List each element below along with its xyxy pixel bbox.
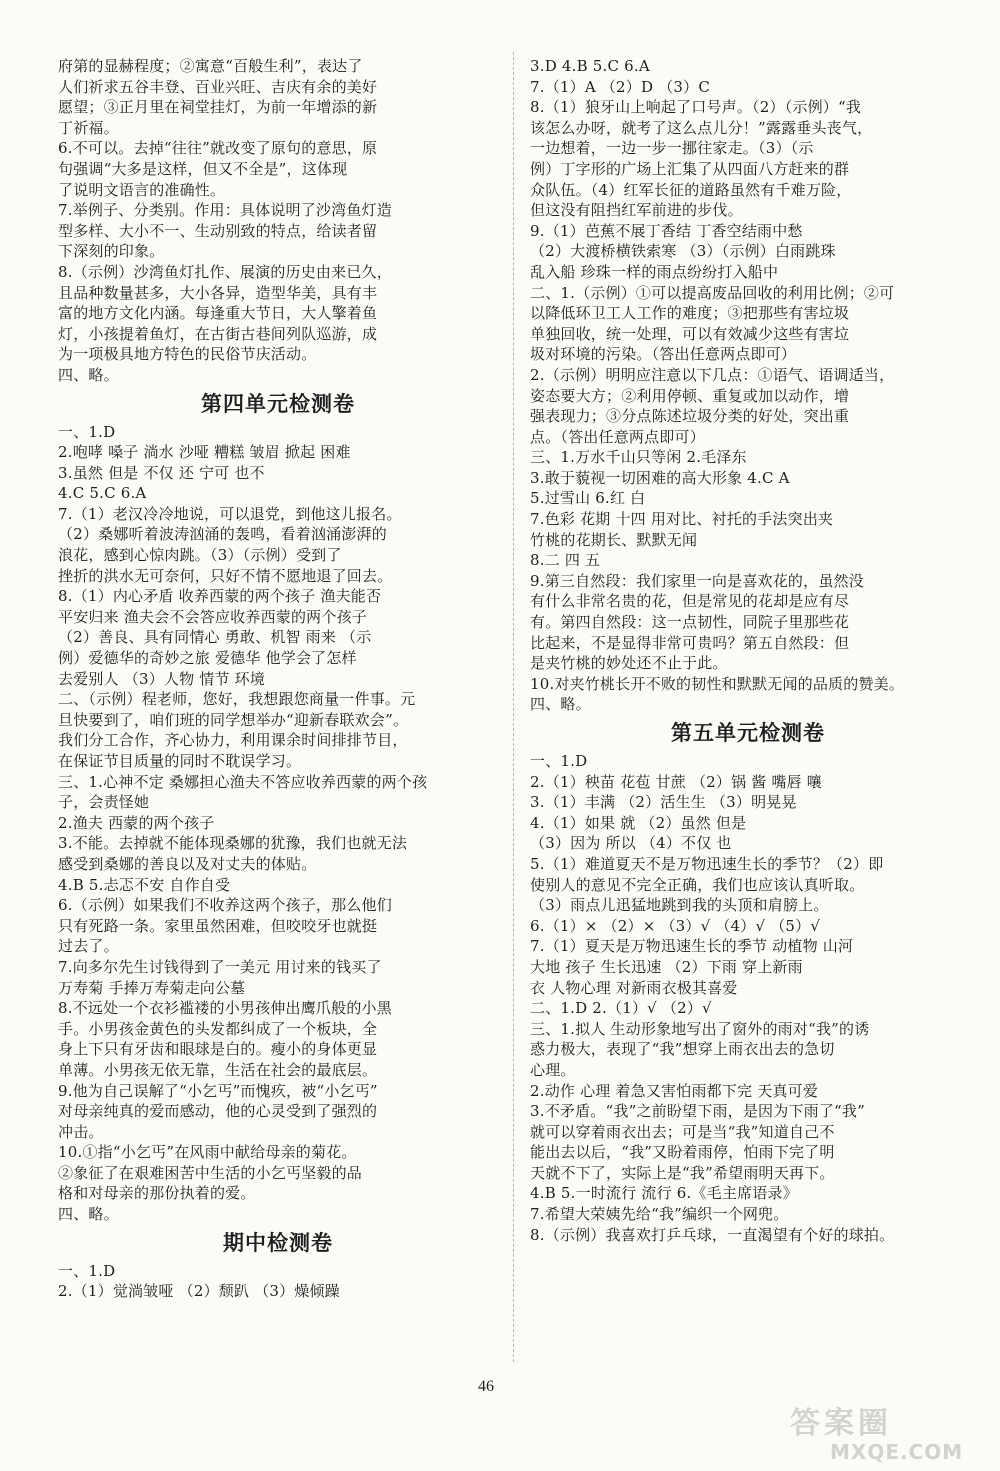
answer-line: 大地 孩子 生长迅速 （2）下雨 穿上新雨 bbox=[530, 957, 803, 976]
answer-line: 2.（1）觉淌皱哑 （2）颓趴 （3）燥倾躁 bbox=[58, 1282, 340, 1301]
answer-line: 6.（1）× （2）× （3）√ （4）√ （5）√ bbox=[530, 916, 821, 935]
answer-line: 灯，小孩提着鱼灯，在古街古巷间列队巡游，成 bbox=[58, 324, 378, 343]
answer-line: 8.二 四 五 bbox=[530, 551, 601, 570]
answer-line: 是夹竹桃的妙处还不止于此。 bbox=[530, 654, 728, 673]
answer-line: 该怎么办呀，就考了这么点儿分！”露露垂头丧气， bbox=[530, 118, 873, 137]
answer-line: 富的地方文化内涵。每逢重大节日，大人擎着鱼 bbox=[58, 304, 378, 323]
answer-line: 7.举例子、分类别。作用：具体说明了沙湾鱼灯造 bbox=[58, 201, 392, 220]
answer-line: 7.向多尔先生讨钱得到了一美元 用讨来的钱买了 bbox=[58, 957, 382, 976]
section-heading: 第四单元检测卷 bbox=[201, 391, 355, 416]
answer-line: 冲击。 bbox=[58, 1122, 104, 1141]
answer-line: 一、1.D bbox=[530, 752, 588, 770]
answer-line: 2.咆哮 嗓子 淌水 沙哑 糟糕 皱眉 掀起 困难 bbox=[58, 443, 351, 462]
answer-line: 衣 人物心理 对新雨衣极其喜爱 bbox=[530, 978, 738, 997]
answer-line: 3.敢于藐视一切困难的高大形象 4.C A bbox=[530, 468, 790, 487]
answer-line: 9.第三自然段：我们家里一向是喜欢花的，虽然没 bbox=[530, 571, 864, 590]
answer-line: 4.C 5.C 6.A bbox=[58, 484, 147, 503]
answer-line: 单薄。小男孩无依无靠，生活在社会的最底层。 bbox=[58, 1060, 378, 1079]
answer-line: 7.色彩 花期 十四 用对比、衬托的手法突出夹 bbox=[530, 510, 834, 529]
answer-line: 心理。 bbox=[530, 1060, 576, 1079]
answer-line: 9.他为自己误解了“小乞丐”而愧疚，被“小乞丐” bbox=[58, 1081, 378, 1100]
answer-line: 有。第四自然段：这一点韧性，同院子里那些花 bbox=[530, 613, 850, 632]
answer-line: 8.（示例）我喜欢打乒乓球，一直渴望有个好的球拍。 bbox=[530, 1225, 895, 1244]
answer-line: （3）雨点儿迅猛地跳到我的头顶和肩膀上。 bbox=[530, 896, 829, 915]
answer-line: 在保证节目质量的同时不耽误学习。 bbox=[58, 752, 302, 770]
answer-line: 浪花，感到心惊肉跳。（3）（示例）受到了 bbox=[58, 546, 342, 565]
answer-line: 3.（1）丰满 （2）活生生 （3）明晃晃 bbox=[530, 793, 797, 812]
answer-line: 我们分工合作，齐心协力，利用课余时间排排节目， bbox=[58, 731, 408, 750]
answer-line: 万寿菊 手捧万寿菊走向公墓 bbox=[58, 978, 246, 997]
answer-line: 3.不矛盾。“我”之前盼望下雨，是因为下雨了“我” bbox=[530, 1102, 865, 1121]
answer-line: 二、1.（示例）①可以提高废品回收的利用比例；②可 bbox=[530, 283, 895, 302]
answer-line: 5.（1）难道夏天不是万物迅速生长的季节？（2）即 bbox=[530, 854, 884, 873]
answer-line: 且品种数量甚多，大小各异，造型华美，具有丰 bbox=[58, 283, 378, 302]
answer-line: 10.对夹竹桃长开不败的韧性和默默无闻的品质的赞美。 bbox=[530, 674, 905, 693]
answer-line: 点。（答出任意两点即可） bbox=[530, 427, 705, 446]
answer-line: （2）桑娜听着波涛汹涌的轰鸣，看着汹涌澎湃的 bbox=[58, 525, 387, 544]
answer-line: 三、1.万水千山只等闲 2.毛泽东 bbox=[530, 448, 747, 467]
answer-line: 6.（示例）如果我们不收养这两个孩子，那么他们 bbox=[58, 896, 392, 915]
left-column bbox=[58, 56, 498, 1302]
answer-line: （2）大渡桥横铁索寒 （3）（示例）白雨跳珠 bbox=[530, 242, 836, 261]
answer-line: 4.B 5.一时流行 流行 6.《毛主席语录》 bbox=[530, 1184, 798, 1203]
answer-line: 三、1.拟人 生动形象地写出了窗外的雨对“我”的诱 bbox=[530, 1019, 870, 1038]
answer-line: 6.不可以。去掉“往往”就改变了原句的意思，原 bbox=[58, 139, 378, 158]
answer-line: 天就不下了，实际上是“我”希望雨明天再下。 bbox=[530, 1163, 835, 1182]
answer-line: 例）爱德华的奇妙之旅 爱德华 他学会了怎样 bbox=[58, 649, 357, 668]
answer-line: 下深刻的印象。 bbox=[58, 242, 165, 261]
watermark-logo: 答案圈 bbox=[790, 1406, 892, 1441]
answer-line: 2.（示例）明明应注意以下几点：①语气、语调适当， bbox=[530, 365, 895, 384]
answer-line: 格和对母亲的那份执着的爱。 bbox=[58, 1184, 256, 1203]
answer-line: 但这没有阻挡红军前进的步伐。 bbox=[530, 201, 743, 220]
answer-line: 竹桃的花期长、默默无闻 bbox=[530, 530, 698, 549]
answer-line: 身上下只有牙齿和眼球是白的。瘦小的身体更显 bbox=[58, 1040, 378, 1059]
answer-line: 手。小男孩金黄色的头发都纠成了一个板块，全 bbox=[58, 1019, 378, 1038]
answer-line: 7.希望大荣姨先给“我”编织一个网兜。 bbox=[530, 1205, 789, 1224]
answer-line: 众队伍。（4）红军长征的道路虽然有千难万险， bbox=[530, 180, 852, 199]
answer-line: 三、1.心神不定 桑娜担心渔夫不答应收养西蒙的两个孩 bbox=[58, 772, 428, 791]
answer-line: 丁祈福。 bbox=[58, 118, 119, 137]
answer-line: 旦快要到了，咱们班的同学想举办“迎新春联欢会”。 bbox=[58, 710, 409, 729]
answer-line: 一、1.D bbox=[58, 1261, 116, 1280]
page-number: 46 bbox=[478, 1378, 494, 1395]
answer-line: 一、1.D bbox=[58, 422, 116, 441]
answer-line: 强表现力；③分点陈述垃圾分类的好处，突出重 bbox=[530, 407, 850, 426]
section-heading: 期中检测卷 bbox=[223, 1230, 333, 1255]
answer-line: 比起来，不是显得非常可贵吗？第五自然段：但 bbox=[530, 633, 850, 652]
answer-line: 平安归来 渔夫会不会答应收养西蒙的两个孩子 bbox=[58, 607, 367, 626]
answer-line: 了说明文语言的准确性。 bbox=[58, 180, 226, 199]
answer-line: 型多样、大小不一、生动别致的特点，给读者留 bbox=[58, 221, 378, 240]
answer-line: 2.渔夫 西蒙的两个孩子 bbox=[58, 813, 215, 832]
answer-line: 子，会责怪她 bbox=[58, 793, 150, 812]
answer-line: 只有死路一条。家里虽然困难，但咬咬牙也就挺 bbox=[58, 916, 378, 935]
answer-line: 就可以穿着雨衣出去；可是当“我”知道自己不 bbox=[530, 1122, 835, 1141]
answer-line: 单独回收，统一处理，可以有效减少这些有害垃 bbox=[530, 324, 850, 343]
answer-line: 句强调“大多是这样，但又不全是”，这体现 bbox=[58, 159, 348, 178]
answer-line: 愿望；③正月里在祠堂挂灯，为前一年增添的新 bbox=[58, 98, 378, 117]
answer-line: 乱入船 珍珠一样的雨点纷纷打入船中 bbox=[530, 262, 779, 281]
answer-line: 能出去以后，“我”又盼着雨停，怕雨下完了明 bbox=[530, 1143, 835, 1162]
answer-line: （3）因为 所以 （4）不仅 也 bbox=[530, 834, 732, 853]
answer-line: 9.（1）芭蕉不展丁香结 丁香空结雨中愁 bbox=[530, 221, 803, 240]
answer-line: 有什么非常名贵的花，但是常见的花却是应有尽 bbox=[530, 592, 850, 611]
answer-line: 3.虽然 但是 不仅 还 宁可 也不 bbox=[58, 463, 265, 482]
answer-line: 使别人的意见不完全正确，我们也应该认真听取。 bbox=[530, 875, 865, 894]
answer-line: 例）丁字形的广场上汇集了从四面八方赶来的群 bbox=[530, 159, 850, 178]
section-heading: 第五单元检测卷 bbox=[671, 721, 825, 745]
answer-line: 3.D 4.B 5.C 6.A bbox=[530, 57, 650, 75]
answer-line: （2）善良、具有同情心 勇敢、机智 雨来 （示 bbox=[58, 628, 372, 647]
answer-line: 4.B 5.忐忑不安 自作自受 bbox=[58, 875, 231, 894]
answer-line: 惑力极大，表现了“我”想穿上雨衣出去的急切 bbox=[530, 1040, 835, 1059]
answer-line: 四、略。 bbox=[58, 365, 119, 384]
answer-line: 7.（1）夏天是万物迅速生长的季节 动植物 山河 bbox=[530, 937, 854, 956]
answer-line: 一边想着，一边一步一挪往家走。（3）（示 bbox=[530, 139, 814, 158]
answer-line: 四、略。 bbox=[58, 1205, 119, 1224]
answer-line: 5.过雪山 6.红 白 bbox=[530, 489, 646, 508]
answer-line: 为一项极具地方特色的民俗节庆活动。 bbox=[58, 345, 317, 364]
answer-line: 府第的显赫程度；②寓意“百般生利”，表达了 bbox=[58, 57, 363, 75]
answer-line: 7.（1）A （2）D （3）C bbox=[530, 77, 711, 96]
answer-line: 8.（示例）沙湾鱼灯扎作、展演的历史由来已久， bbox=[58, 262, 392, 281]
answer-line: 挫折的洪水无可奈何，只好不情不愿地退了回去。 bbox=[58, 566, 393, 585]
right-column bbox=[530, 56, 966, 1245]
answer-line: 8.不远处一个衣衫褴褛的小男孩伸出鹰爪般的小黑 bbox=[58, 999, 392, 1018]
answer-line: ②象征了在艰难困苦中生活的小乞丐坚毅的品 bbox=[58, 1163, 363, 1182]
answer-line: 8.（1）狼牙山上响起了口号声。（2）（示例）“我 bbox=[530, 98, 862, 117]
answer-line: 以降低环卫工人工作的难度；③把那些有害垃圾 bbox=[530, 304, 850, 323]
answer-line: 7.（1）老汉冷冷地说，可以退党，到他这儿报名。 bbox=[58, 504, 402, 523]
answer-line: 2.动作 心理 着急又害怕雨都下完 天真可爱 bbox=[530, 1081, 819, 1100]
answer-line: 10.①指“小乞丐”在风雨中献给母亲的菊花。 bbox=[58, 1143, 357, 1162]
answer-line: 四、略。 bbox=[530, 695, 591, 714]
answer-line: 去爱别人 （3）人物 情节 环境 bbox=[58, 669, 266, 688]
column-divider bbox=[513, 52, 514, 1362]
answer-line: 感受到桑娜的善良以及对丈夫的体贴。 bbox=[58, 854, 317, 873]
answer-line: 4.（1）如果 就 （2）虽然 但是 bbox=[530, 813, 747, 832]
answer-line: 3.不能。去掉就不能体现桑娜的犹豫，我们也就无法 bbox=[58, 834, 408, 853]
answer-line: 2.（1）秧苗 花苞 甘蔗 （2）锅 酱 嘴唇 嚷 bbox=[530, 772, 823, 791]
answer-line: 二、（示例）程老师，您好，我想跟您商量一件事。元 bbox=[58, 690, 416, 709]
answer-line: 姿态要大方；②利用停顿、重复或加以动作，增 bbox=[530, 386, 850, 405]
watermark-url: MXQE.COM bbox=[830, 1440, 964, 1464]
answer-line: 二、1.D 2.（1）√ （2）√ bbox=[530, 999, 712, 1018]
answer-line: 圾对环境的污染。（答出任意两点即可） bbox=[530, 345, 797, 364]
answer-line: 人们祈求五谷丰登、百业兴旺、吉庆有余的美好 bbox=[58, 77, 378, 96]
answer-line: 8.（1）内心矛盾 收养西蒙的两个孩子 渔夫能否 bbox=[58, 587, 382, 606]
answer-line: 过去了。 bbox=[58, 937, 119, 956]
answer-line: 对母亲纯真的爱而感动，他的心灵受到了强烈的 bbox=[58, 1102, 378, 1121]
